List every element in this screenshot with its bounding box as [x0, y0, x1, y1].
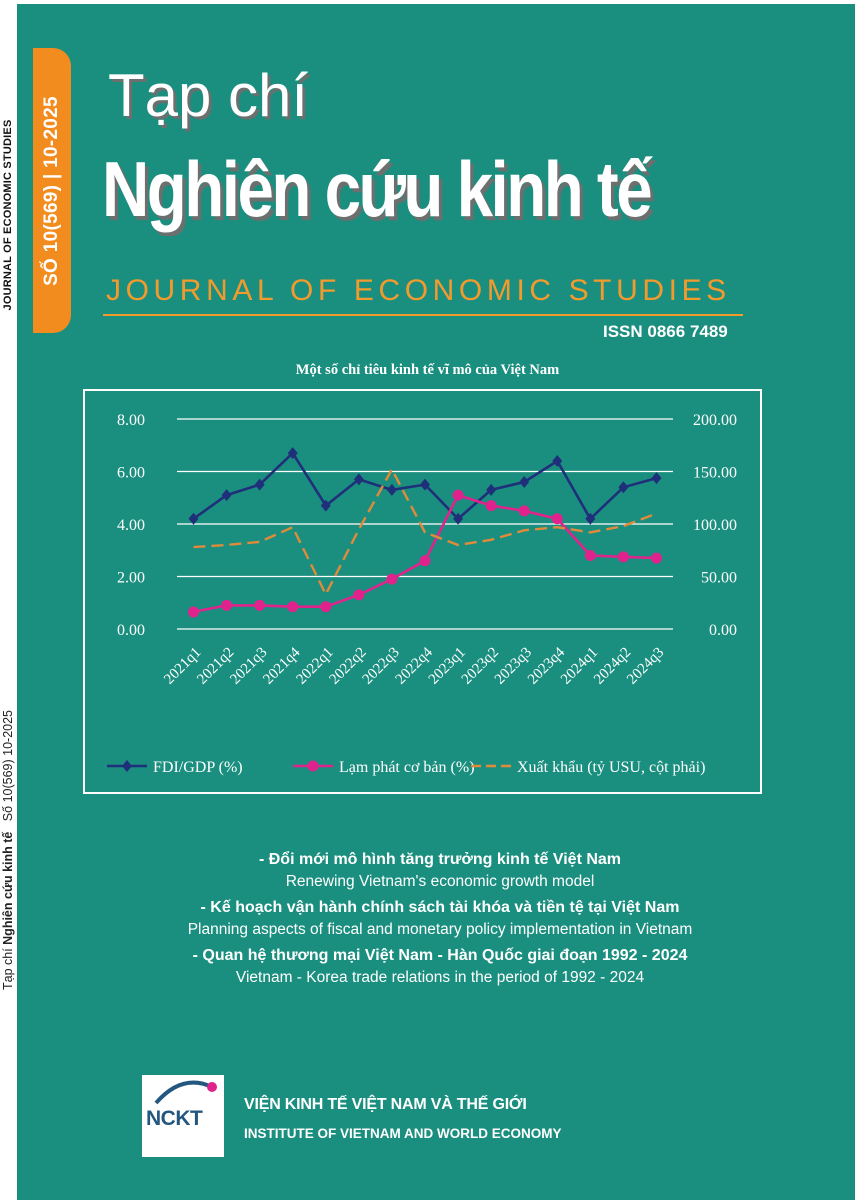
title-line-2: Nghiên cứu kinh tế	[102, 145, 651, 233]
inflation-data-point	[188, 606, 199, 617]
topic-item	[60, 898, 820, 940]
title-line-1: Tạp chí	[108, 62, 309, 129]
fdi-data-point	[519, 476, 529, 488]
macro-indicators-chart	[85, 391, 764, 796]
inflation-data-point	[519, 505, 530, 516]
inflation-data-point	[453, 490, 464, 501]
x-axis-tick-label: 2024q1	[558, 644, 602, 688]
inflation-data-point	[353, 589, 364, 600]
issn-number: ISSN 0866 7489	[603, 322, 728, 341]
right-axis-tick-label: 150.00	[693, 464, 737, 482]
x-axis-tick-label: 2021q4	[260, 644, 304, 688]
topic-item	[60, 946, 820, 988]
spine-issue-info	[0, 670, 16, 1030]
x-axis-tick-label: 2023q3	[491, 644, 536, 688]
left-axis-tick-label: 4.00	[117, 517, 145, 534]
left-axis-tick-label: 2.00	[117, 569, 145, 587]
x-axis-tick-label: 2021q3	[227, 644, 271, 688]
legend-label: Lạm phát cơ bản (%)	[339, 759, 475, 776]
legend-circle-marker	[308, 761, 319, 772]
fdi-data-point	[387, 484, 397, 496]
inflation-data-point	[254, 600, 265, 611]
fdi-data-point	[222, 489, 232, 501]
legend-diamond-marker	[122, 760, 132, 772]
inflation-data-point	[320, 601, 331, 612]
x-axis-tick-label: 2022q1	[293, 644, 337, 688]
topic-title-en: Renewing Vietnam's economic growth model	[285, 873, 595, 890]
issue-tab-label: SỐ 10(569) | 10-2025	[41, 95, 62, 286]
chart-title: Một số chỉ tiêu kinh tế vĩ mô của Việt Nam	[295, 362, 560, 378]
issue-tab	[33, 48, 71, 333]
right-axis-tick-label: 0.00	[709, 622, 737, 639]
right-axis-tick-label: 50.00	[701, 569, 737, 587]
topic-title-vi: - Quan hệ thương mại Việt Nam - Hàn Quốc giai đoạn 1992 - 2024	[192, 947, 688, 964]
topic-title-en: Planning aspects of fiscal and monetary policy implementation in Vietnam	[187, 921, 693, 938]
spine-title: Nghiên cứu kinh tế	[1, 831, 15, 945]
topics-list	[60, 850, 820, 994]
x-axis-tick-label: 2023q1	[425, 644, 469, 688]
topic-title-vi: - Đổi mới mô hình tăng trưởng kinh tế Việt Nam	[258, 851, 622, 868]
inflation-data-point	[486, 500, 497, 511]
right-axis-tick-label: 100.00	[693, 517, 737, 534]
x-axis-tick-label: 2022q4	[392, 644, 436, 688]
x-axis-tick-label: 2021q1	[161, 644, 205, 688]
right-axis-tick-label: 200.00	[693, 412, 737, 429]
fdi-data-point	[189, 513, 199, 525]
x-axis-tick-label: 2022q2	[326, 644, 370, 688]
x-axis-tick-label: 2021q2	[194, 644, 238, 688]
chart-frame	[83, 389, 762, 794]
legend-label: FDI/GDP (%)	[153, 759, 243, 776]
inflation-data-point	[618, 551, 629, 562]
journal-subtitle: JOURNAL OF ECONOMIC STUDIES	[106, 274, 731, 307]
subtitle-divider	[103, 314, 743, 316]
inflation-data-point	[585, 550, 596, 561]
left-axis-tick-label: 6.00	[117, 464, 145, 482]
publisher-name-en: INSTITUTE OF VIETNAM AND WORLD ECONOMY	[244, 1126, 562, 1141]
topic-title-en: Vietnam - Korea trade relations in the period of 1992 - 2024	[235, 969, 645, 986]
publisher-logo	[142, 1075, 224, 1157]
x-axis-tick-label: 2024q3	[624, 644, 668, 688]
x-axis-tick-label: 2024q2	[591, 644, 635, 688]
topic-title-vi: - Kế hoạch vận hành chính sách tài khóa và tiền tệ tại Việt Nam	[200, 899, 680, 916]
inflation-data-point	[651, 553, 662, 564]
topic-item	[60, 850, 820, 892]
x-axis-tick-label: 2023q2	[458, 644, 502, 688]
left-axis-tick-label: 0.00	[117, 622, 145, 639]
publisher-name-vi: VIỆN KINH TẾ VIỆT NAM VÀ THẾ GIỚI	[244, 1096, 527, 1113]
spine-bottom-text	[1, 710, 15, 990]
inflation-data-point	[221, 600, 232, 611]
inflation-data-point	[386, 574, 397, 585]
spine-journal-name	[0, 95, 16, 335]
inflation-data-point	[420, 555, 431, 566]
spine-prefix: Tạp chí	[1, 948, 15, 991]
fdi-data-point	[651, 472, 661, 484]
spine-top-text: JOURNAL OF ECONOMIC STUDIES	[2, 119, 14, 311]
legend-label: Xuất khẩu (tỷ USU, cột phải)	[517, 759, 706, 776]
x-axis-tick-label: 2023q4	[524, 644, 569, 688]
inflation-data-point	[552, 513, 563, 524]
logo-text: NCKT	[146, 1107, 203, 1130]
spine-issue: Số 10(569) 10-2025	[1, 709, 15, 822]
left-axis-tick-label: 8.00	[117, 412, 145, 429]
x-axis-tick-label: 2022q3	[359, 644, 403, 688]
inflation-data-point	[287, 601, 298, 612]
